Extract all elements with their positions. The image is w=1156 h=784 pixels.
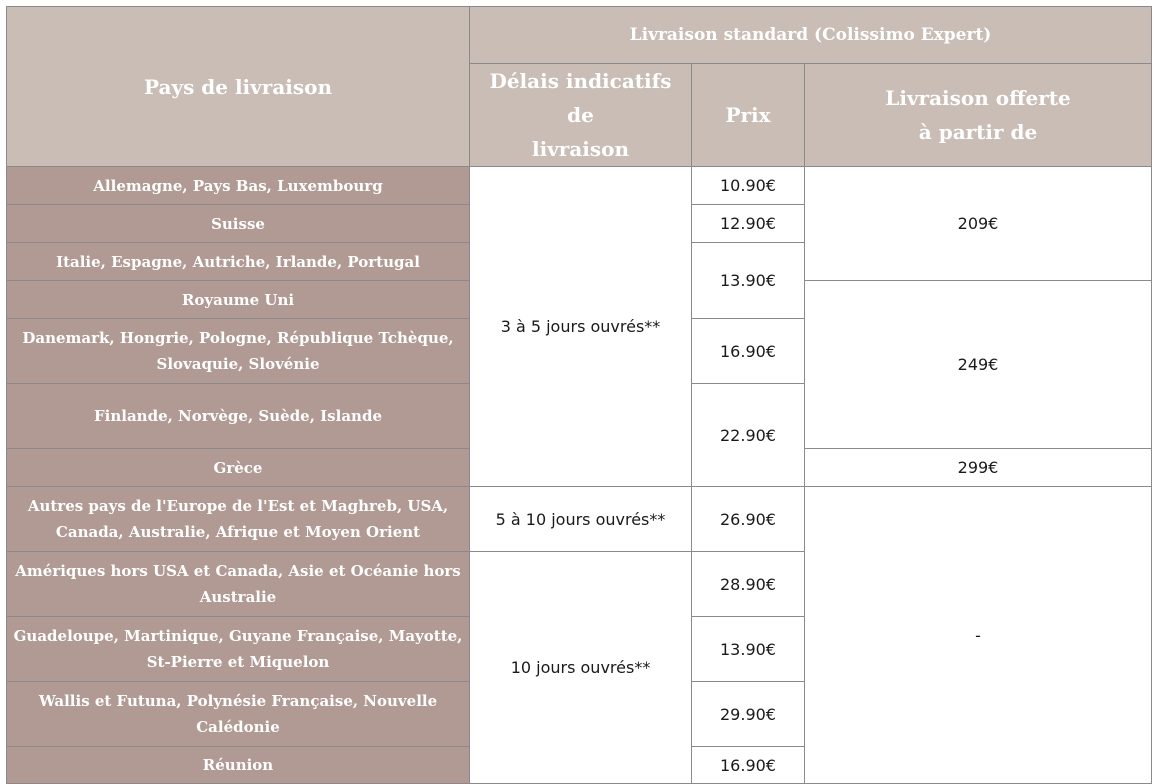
header-free-line1: Livraison offerte [885, 86, 1071, 110]
header-delay-line1: Délais indicatifs de [489, 69, 672, 127]
country-cell: Suisse [7, 205, 470, 243]
country-cell: Amériques hors USA et Canada, Asie et Océanie hors Australie [7, 552, 470, 617]
country-cell: Wallis et Futuna, Polynésie Française, Nouvelle Calédonie [7, 682, 470, 747]
free-shipping-cell: 209€ [805, 167, 1152, 281]
price-cell: 16.90€ [692, 319, 805, 384]
header-delay-line2: livraison [531, 137, 630, 161]
header-delay [470, 64, 692, 167]
delay-cell: 3 à 5 jours ouvrés** [470, 167, 692, 487]
free-shipping-cell: - [805, 487, 1152, 784]
price-cell: 22.90€ [692, 384, 805, 487]
free-shipping-cell: 299€ [805, 449, 1152, 487]
price-cell: 28.90€ [692, 552, 805, 617]
country-cell: Allemagne, Pays Bas, Luxembourg [7, 167, 470, 205]
country-cell: Réunion [7, 747, 470, 784]
country-cell: Finlande, Norvège, Suède, Islande [7, 384, 470, 449]
country-cell: Royaume Uni [7, 281, 470, 319]
header-country: Pays de livraison [7, 7, 470, 167]
price-cell: 26.90€ [692, 487, 805, 552]
delay-cell: 5 à 10 jours ouvrés** [470, 487, 692, 552]
country-cell: Guadeloupe, Martinique, Guyane Française, Mayotte, St-Pierre et Miquelon [7, 617, 470, 682]
price-cell: 29.90€ [692, 682, 805, 747]
country-cell: Grèce [7, 449, 470, 487]
header-price: Prix [692, 64, 805, 167]
country-cell: Danemark, Hongrie, Pologne, République Tchèque, Slovaquie, Slovénie [7, 319, 470, 384]
header-standard-delivery: Livraison standard (Colissimo Expert) [470, 7, 1152, 64]
delay-cell: 10 jours ouvrés** [470, 552, 692, 784]
header-free-line2: à partir de [918, 120, 1038, 144]
shipping-rates-table [6, 6, 1152, 784]
price-cell: 10.90€ [692, 167, 805, 205]
price-cell: 13.90€ [692, 243, 805, 319]
country-cell: Italie, Espagne, Autriche, Irlande, Portugal [7, 243, 470, 281]
price-cell: 13.90€ [692, 617, 805, 682]
country-cell: Autres pays de l'Europe de l'Est et Maghreb, USA, Canada, Australie, Afrique et Moyen Orient [7, 487, 470, 552]
header-free-shipping [805, 64, 1152, 167]
free-shipping-cell: 249€ [805, 281, 1152, 449]
price-cell: 16.90€ [692, 747, 805, 784]
price-cell: 12.90€ [692, 205, 805, 243]
